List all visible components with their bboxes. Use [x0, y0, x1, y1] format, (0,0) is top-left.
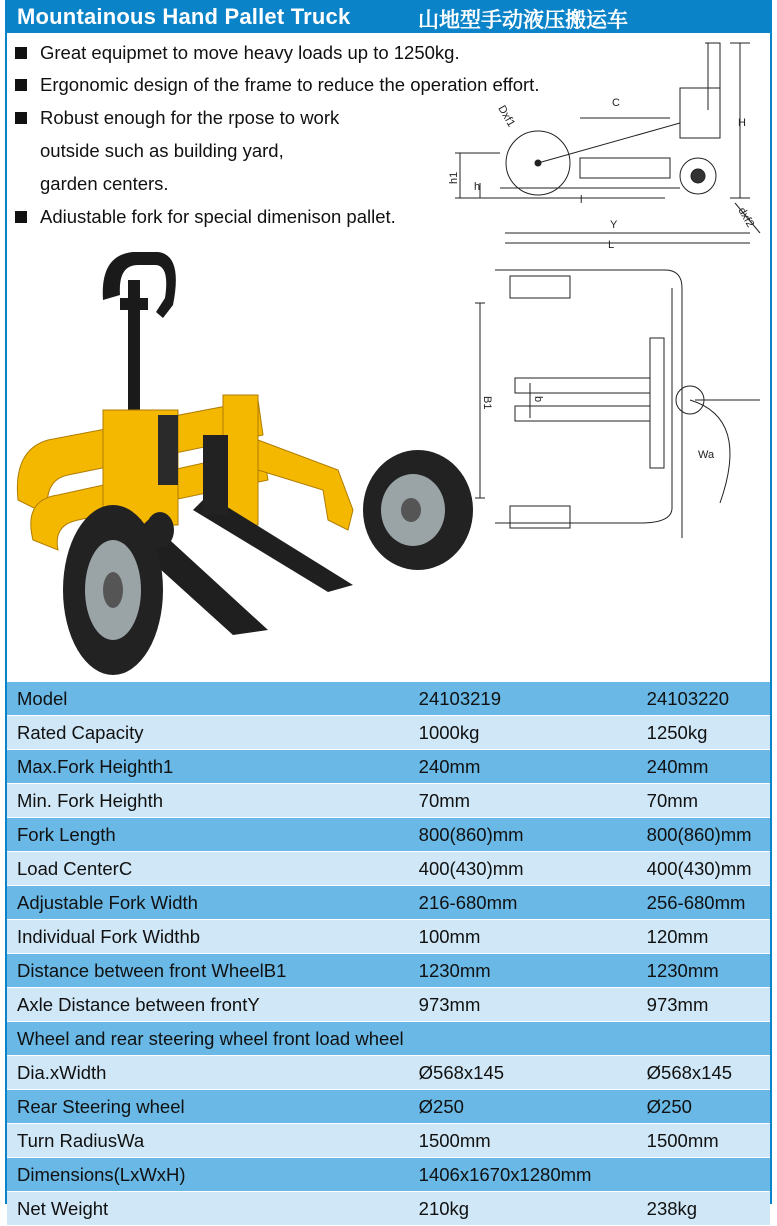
spec-label-cell: Min. Fork Heighth: [17, 789, 163, 811]
dimension-label: h: [474, 181, 481, 193]
spec-value-cell: Ø568x145: [646, 1061, 733, 1083]
table-row: [7, 1022, 770, 1056]
table-header-row: [7, 682, 770, 716]
spec-label-cell: Distance between front WheelB1: [17, 959, 287, 981]
specification-table-body: [7, 682, 770, 1226]
spec-label-cell: Individual Fork Widthb: [17, 925, 201, 947]
spec-value-cell: 70mm: [418, 789, 471, 811]
dimension-label: B1: [481, 396, 493, 410]
spec-value-cell: 24103219: [418, 687, 501, 709]
dimension-label: dxf2: [735, 205, 757, 230]
page-title: Mountainous Hand Pallet Truck: [17, 4, 351, 29]
spec-label-cell: Axle Distance between frontY: [17, 993, 260, 1015]
spec-value-cell: 800(860)mm: [418, 823, 524, 845]
spec-value-cell: Ø250: [418, 1095, 464, 1117]
bullet-square-icon: [15, 47, 27, 59]
dimension-label: L: [608, 239, 615, 251]
table-row: [7, 716, 770, 750]
spec-value-cell: 1500mm: [646, 1129, 719, 1151]
spec-value-cell: 120mm: [646, 925, 709, 947]
dimension-label: h1: [448, 171, 460, 184]
spec-label-cell: Load CenterC: [17, 857, 133, 879]
spec-label-cell: Fork Length: [17, 823, 116, 845]
dimension-label: Wa: [698, 449, 715, 461]
specification-table: [7, 682, 770, 1226]
spec-label-cell: Turn RadiusWa: [17, 1129, 145, 1151]
table-row: [7, 818, 770, 852]
title-bar: [5, 0, 772, 33]
spec-value-cell: 400(430)mm: [646, 857, 752, 879]
dimension-label: Dxf1: [495, 103, 518, 130]
spec-label-cell: Model: [17, 687, 68, 709]
spec-label-cell: Adjustable Fork Width: [17, 891, 198, 913]
spec-label-cell: Dimensions(LxWxH): [17, 1163, 186, 1185]
spec-value-cell: 210kg: [418, 1197, 470, 1219]
bullet-square-icon: [15, 211, 27, 223]
dimension-label: Y: [610, 219, 618, 231]
dimension-label: b: [532, 396, 544, 403]
table-row: [7, 886, 770, 920]
table-row: [7, 1192, 770, 1226]
table-row: [7, 1124, 770, 1158]
spec-value-cell: 400(430)mm: [418, 857, 524, 879]
dimension-label: H: [738, 117, 746, 129]
spec-value-cell: Ø250: [646, 1095, 692, 1117]
spec-value-cell: [644, 1158, 770, 1192]
product-photo: [8, 240, 478, 680]
spec-value-cell: [644, 1022, 770, 1056]
table-row: [7, 750, 770, 784]
spec-value-cell: 100mm: [418, 925, 481, 947]
technical-drawing: [440, 38, 770, 678]
spec-value-cell: 1250kg: [646, 721, 708, 743]
spec-label-cell: Net Weight: [17, 1197, 109, 1219]
spec-label-cell: Dia.xWidth: [17, 1061, 107, 1083]
spec-label-cell: Wheel and rear steering wheel front load wheel: [17, 1027, 404, 1049]
bullet-square-icon: [15, 79, 27, 91]
table-row: [7, 954, 770, 988]
table-row: [7, 988, 770, 1022]
spec-value-cell: 800(860)mm: [646, 823, 752, 845]
spec-value-cell: 973mm: [418, 993, 481, 1015]
spec-label-cell: Rear Steering wheel: [17, 1095, 185, 1117]
spec-label-cell: Max.Fork Heighth1: [17, 755, 174, 777]
table-row: [7, 852, 770, 886]
spec-value-cell: 1230mm: [646, 959, 719, 981]
spec-value-cell: 24103220: [646, 687, 729, 709]
page-title-chinese: 山地型手动液压搬运车: [418, 9, 628, 32]
spec-value-cell: 973mm: [646, 993, 709, 1015]
spec-value-cell: 216-680mm: [418, 891, 518, 913]
bullet-square-icon: [15, 112, 27, 124]
spec-value-cell: 70mm: [646, 789, 699, 811]
spec-value-cell: 240mm: [418, 755, 481, 777]
spec-value-cell: 1406x1670x1280mm: [418, 1163, 592, 1185]
table-row: [7, 1090, 770, 1124]
table-row: [7, 920, 770, 954]
spec-label-cell: Rated Capacity: [17, 721, 144, 743]
feature-continuation: outside such as building yard,: [40, 140, 284, 161]
spec-value-cell: 256-680mm: [646, 891, 746, 913]
spec-value-cell: Ø568x145: [418, 1061, 505, 1083]
spec-value-cell: [404, 1022, 644, 1056]
table-row: [7, 784, 770, 818]
table-row: [7, 1158, 770, 1192]
table-row: [7, 1056, 770, 1090]
dimension-label: l: [580, 194, 583, 206]
dimension-label: C: [612, 97, 620, 109]
spec-value-cell: 1500mm: [418, 1129, 491, 1151]
spec-value-cell: 240mm: [646, 755, 709, 777]
spec-value-cell: 238kg: [646, 1197, 698, 1219]
spec-value-cell: 1230mm: [418, 959, 491, 981]
spec-value-cell: 1000kg: [418, 721, 480, 743]
feature-continuation: garden centers.: [40, 173, 169, 194]
